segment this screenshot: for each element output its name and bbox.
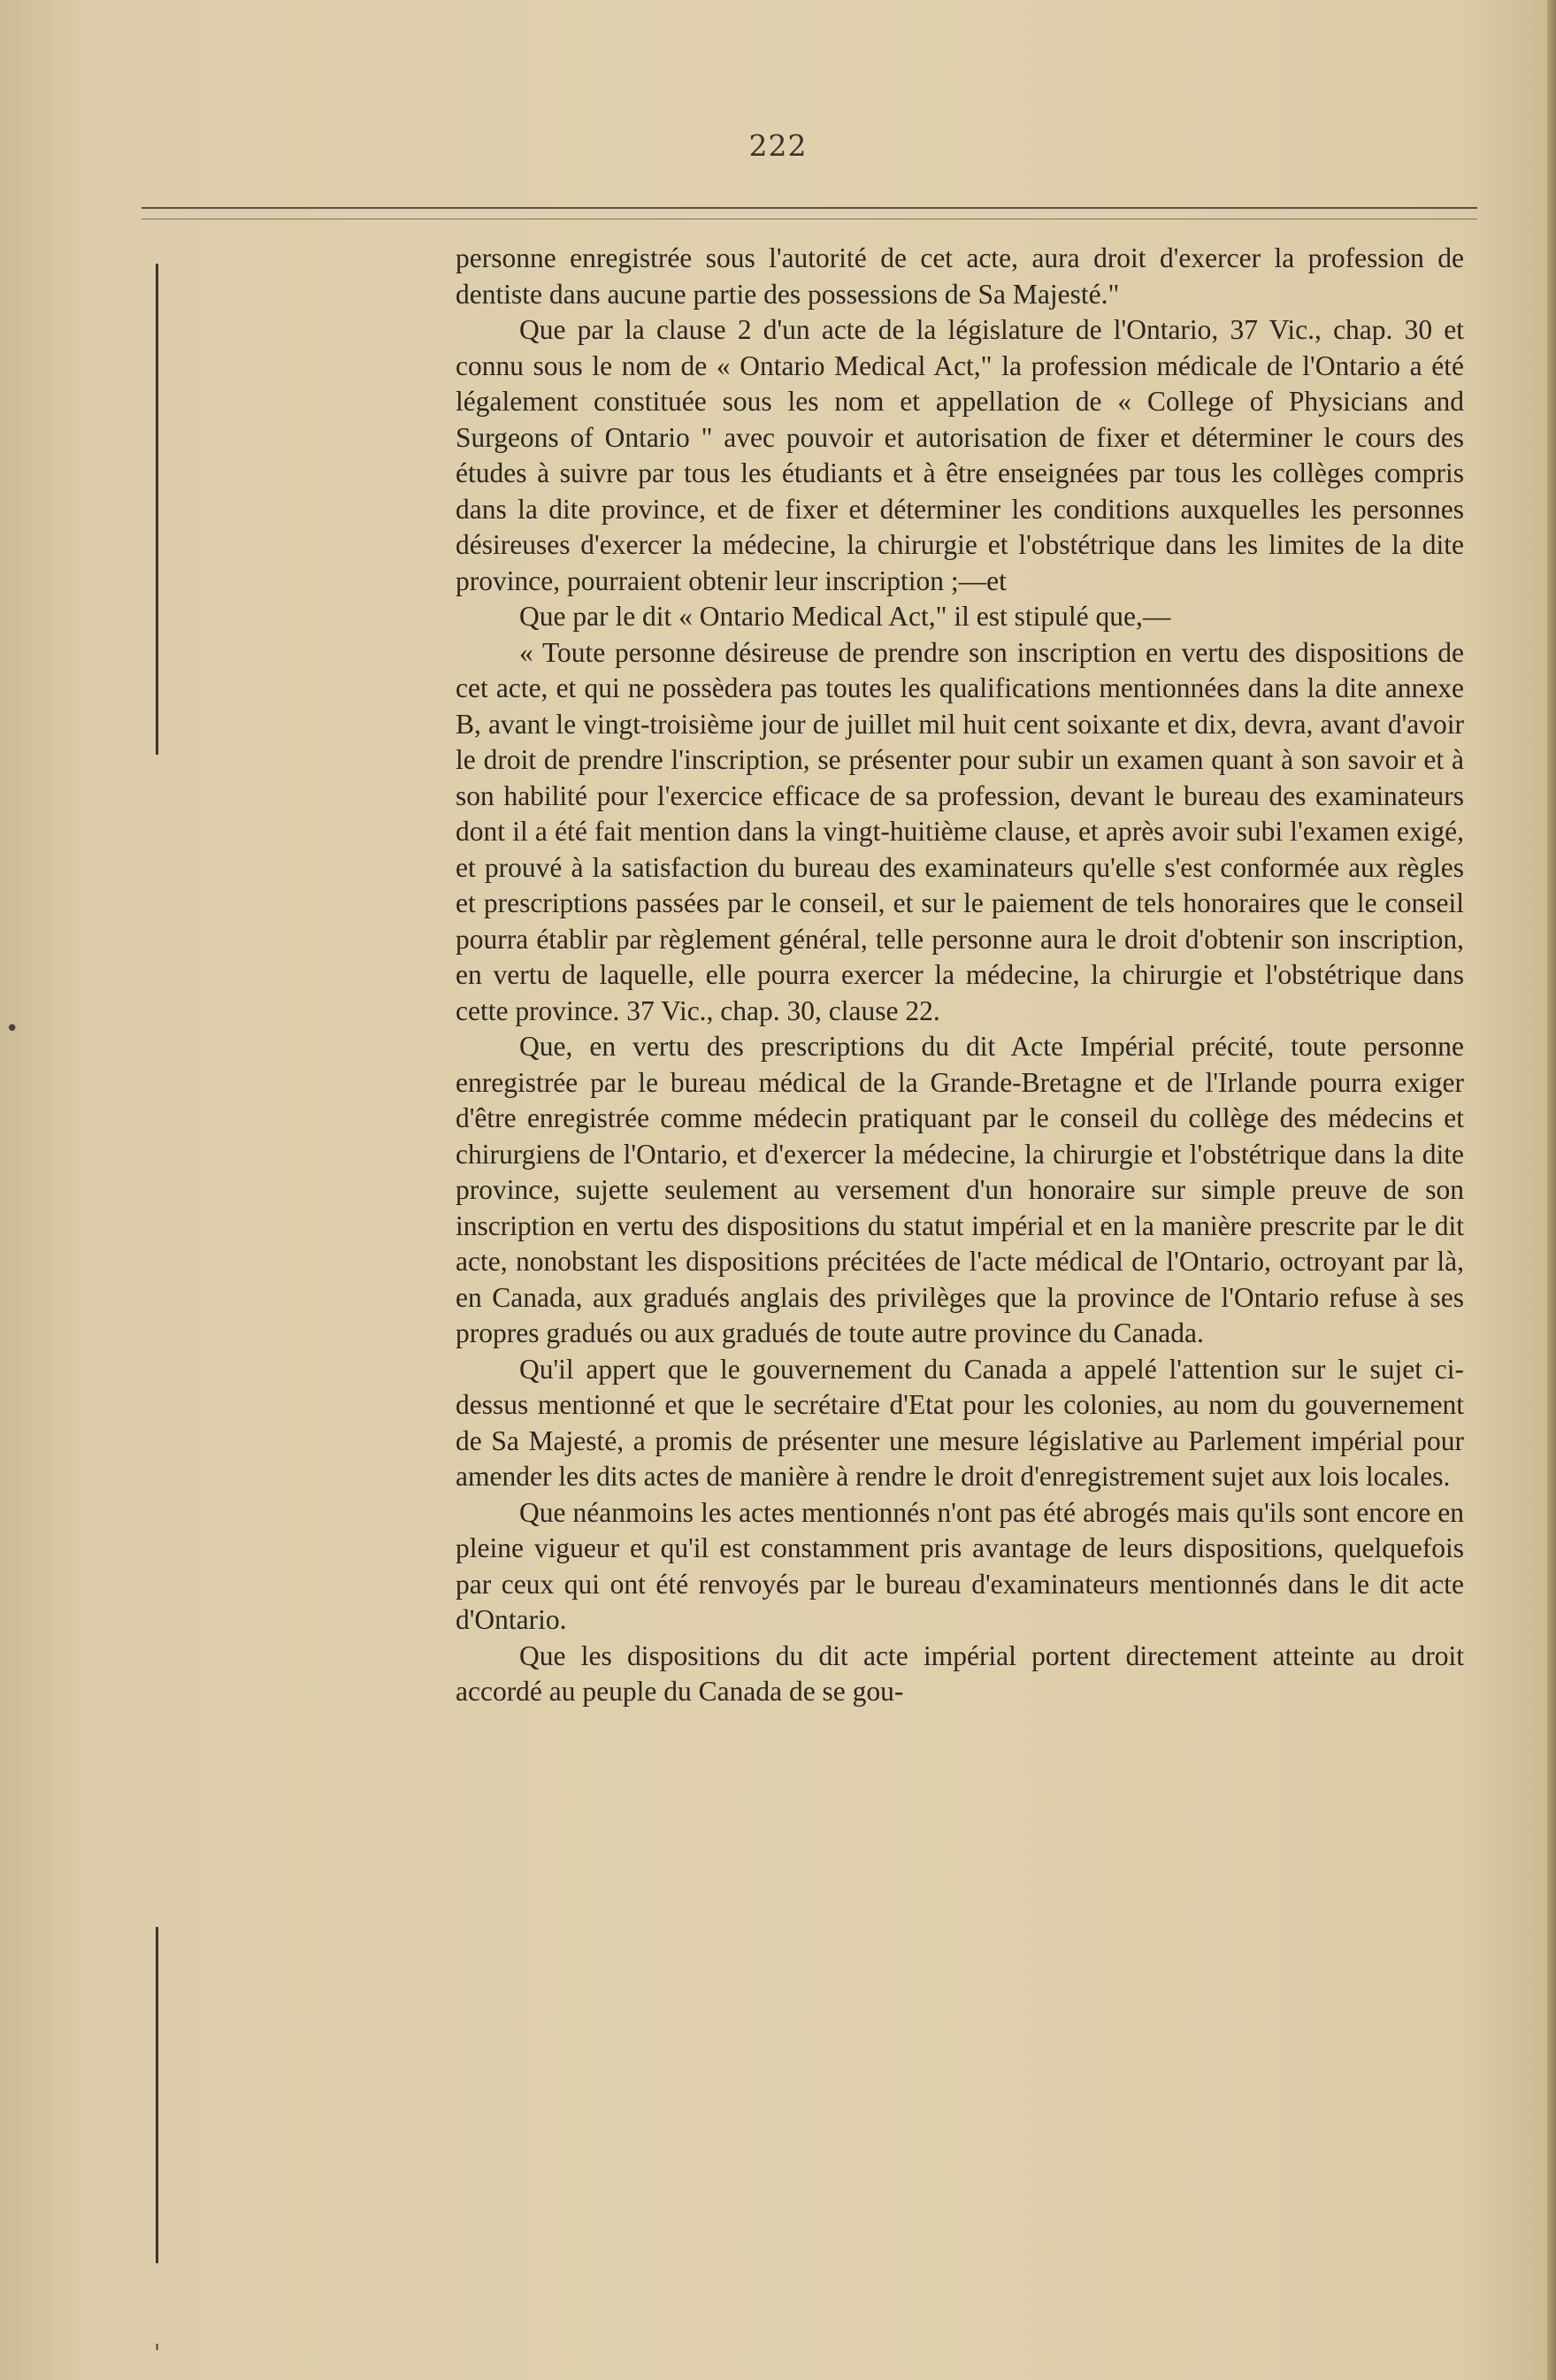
margin-mark: • <box>5 1016 19 1042</box>
body-text <box>456 241 1464 1710</box>
paragraph: personne enregistrée sous l'autorité de cet acte, aura droit d'exercer la profession de dentiste dans aucune partie des possessions de Sa Majesté." <box>456 242 1464 310</box>
page-number: 222 <box>748 128 808 163</box>
paragraph: Que les dispositions du dit acte impérial portent directement atteinte au droit accordé au peuple du Canada de se gou- <box>456 1639 1464 1707</box>
paragraph: Qu'il appert que le gouvernement du Canada a appelé l'attention sur le sujet ci-dessus mentionné et que le secrétaire d'Etat pour les colonies, au nom du gouvernement de Sa Majesté, a promis de présenter une mesure législative au Parlement impérial pour amender les dits actes de manière à rendre le droit d'enregistrement sujet aux lois locales. <box>456 1353 1464 1492</box>
page-edge-shadow <box>1547 0 1556 2380</box>
paragraph: Que néanmoins les actes mentionnés n'ont pas été abrogés mais qu'ils sont encore en pleine vigueur et qu'il est constamment pris avantage de leurs dispositions, quelquefois par ceux qui ont été renvoyés par le bureau d'examinateurs mentionnés dans le dit acte d'Ontario. <box>456 1496 1464 1635</box>
margin-bar-upper <box>156 264 158 755</box>
paragraph: Que par le dit « Ontario Medical Act," il est stipulé que,— <box>519 601 1171 632</box>
header-rule <box>142 207 1477 209</box>
margin-bar-lower <box>156 1927 158 2263</box>
margin-mark: ' <box>154 2340 161 2367</box>
paragraph: Que, en vertu des prescriptions du dit Acte Impérial précité, toute personne enregistrée par le bureau médical de la Grande-Bretagne et de l'Irlande pourra exiger d'être enregistrée comme médecin pratiquant par le conseil du collège des médecins et chirurgiens de l'Ontario, et d'exercer la médecine, la chirurgie et l'obstétrique dans la dite province, sujette seulement au versement d'un honoraire sur simple preuve de son inscription en vertu des dispositions du statut impérial et en la manière prescrite par le dit acte, nonobstant les dispositions précitées de l'acte médical de l'Ontario, octroyant par là, en Canada, aux gradués anglais des privilèges que la province de l'Ontario refuse à ses propres gradués ou aux gradués de toute autre province du Canada. <box>456 1031 1464 1348</box>
paragraph: « Toute personne désireuse de prendre son inscription en vertu des dispositions de cet acte, et qui ne possèdera pas toutes les qualifications mentionnées dans la dite annexe B, avant le vingt-troisième jour de juillet mil huit cent soixante et dix, devra, avant d'avoir le droit de prendre l'inscription, se présenter pour subir un examen quant à son savoir et à son habilité pour l'exercice efficace de sa profession, devant le bureau des examinateurs dont il a été fait mention dans la vingt-huitième clause, et après avoir subi l'examen exigé, et prouvé à la satisfaction du bureau des examinateurs qu'elle s'est conformée aux règles et prescriptions passées par le conseil, et sur le paiement de tels honoraires que le conseil pourra établir par règlement général, telle personne aura le droit d'obtenir son inscription, en vertu de laquelle, elle pourra exercer la médecine, la chirurgie et l'obstétrique dans cette province. 37 Vic., chap. 30, clause 22. <box>456 636 1464 1026</box>
paragraph: Que par la clause 2 d'un acte de la législature de l'Ontario, 37 Vic., chap. 30 et connu sous le nom de « Ontario Medical Act," la profession médicale de l'Ontario a été légalement constituée sous les nom et appellation de « College of Physicians and Surgeons of Ontario " avec pouvoir et autorisation de fixer et déterminer le cours des études à suivre par tous les étudiants et à être enseignées par tous les collèges compris dans la dite province, et de fixer et déterminer les conditions auxquelles les personnes désireuses d'exercer la médecine, la chirurgie et l'obstétrique dans les limites de la dite province, pourraient obtenir leur inscription ;—et <box>456 314 1464 596</box>
